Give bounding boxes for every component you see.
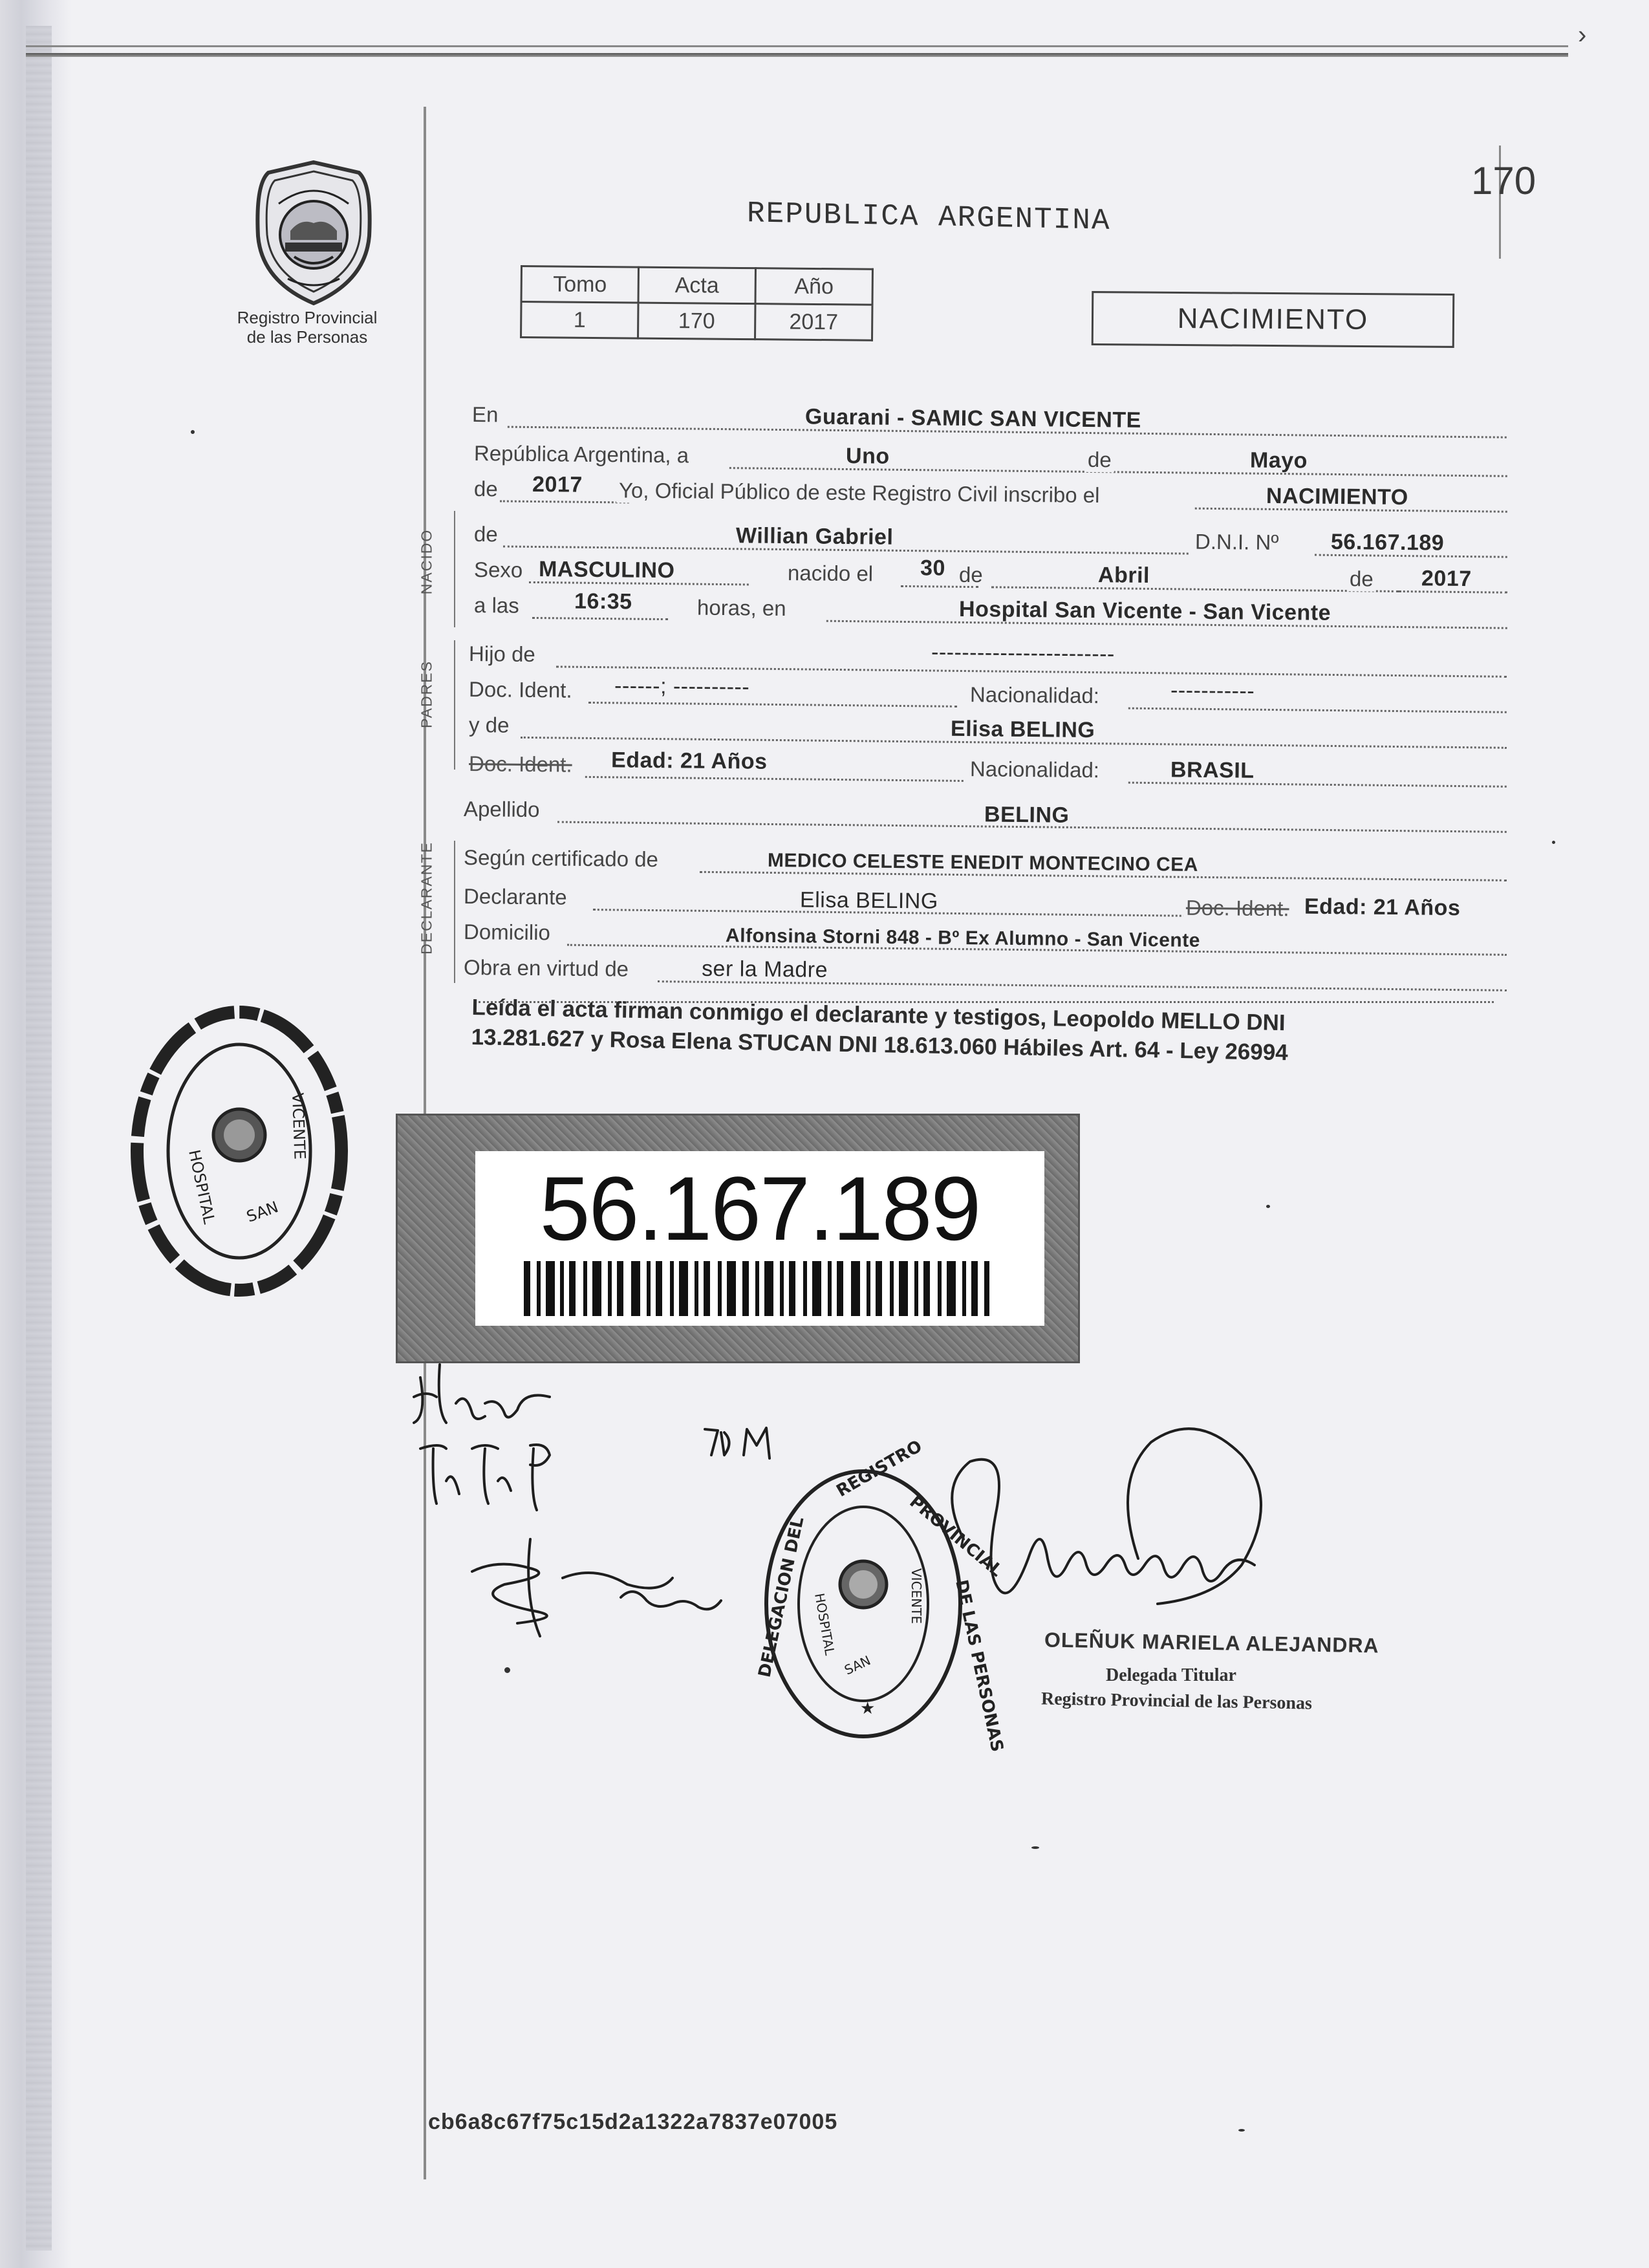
section-rule-padres xyxy=(454,640,455,770)
dni-label: D.N.I. Nº xyxy=(1194,529,1279,555)
certificate-value: MEDICO CELESTE ENEDIT MONTECINO CEA xyxy=(767,849,1199,876)
birth-time: 16:35 xyxy=(574,589,632,614)
svg-text:HOSPITAL: HOSPITAL xyxy=(185,1148,219,1226)
svg-text:REGISTRO: REGISTRO xyxy=(833,1436,926,1502)
mother-name: Elisa BELING xyxy=(950,716,1095,743)
capacity-value: ser la Madre xyxy=(701,956,828,982)
country-title: REPUBLICA ARGENTINA xyxy=(747,197,1111,238)
time-label: a las xyxy=(473,593,519,618)
born-label: nacido el xyxy=(787,561,874,586)
address-label: Domicilio xyxy=(463,920,551,945)
born-de-1: de xyxy=(958,562,983,587)
registry-caption xyxy=(194,308,420,347)
address-value: Alfonsina Storni 848 - Bº Ex Alumno - San Vicente xyxy=(725,925,1201,951)
section-declarante: DECLARANTE xyxy=(418,841,435,955)
year-label: de xyxy=(473,477,498,501)
born-de-2: de xyxy=(1347,567,1376,591)
page-top-rule xyxy=(26,53,1568,57)
closing-line-2: 13.281.627 y Rosa Elena STUCAN DNI 18.613.060 Hábiles Art. 64 - Ley 26994 xyxy=(471,1024,1289,1066)
father-nat-label: Nacionalidad: xyxy=(969,682,1100,708)
mother-doc-line xyxy=(469,750,1507,795)
scan-speck xyxy=(1238,2129,1245,2132)
reference-table xyxy=(520,265,874,341)
certificate-label: Según certificado de xyxy=(463,845,659,872)
declarant-name: Elisa BELING xyxy=(799,887,939,914)
header-ano: Año xyxy=(755,268,872,305)
caption-line-2: de las Personas xyxy=(246,327,368,347)
child-dni: 56.167.189 xyxy=(1330,529,1445,556)
mother-age: Edad: 21 Años xyxy=(610,748,768,774)
closing-line-1: Leída el acta firman conmigo el declarante y testigos, Leopoldo MELLO DNI xyxy=(471,994,1286,1036)
hours-label: horas, en xyxy=(696,595,786,621)
header-acta: Acta xyxy=(638,267,755,304)
page-number: 170 xyxy=(1471,159,1536,202)
svg-text:DE LAS PERSONAS: DE LAS PERSONAS xyxy=(951,1578,1007,1754)
section-nacido: NACIDO xyxy=(418,528,435,595)
declarant-doc-label: Doc. Ident. xyxy=(1183,896,1292,922)
official-name: OLEÑUK MARIELA ALEJANDRA xyxy=(1044,1628,1379,1658)
province-crest-icon xyxy=(249,158,378,307)
mother-nat-label: Nacionalidad: xyxy=(969,757,1100,783)
svg-text:PROVINCIAL: PROVINCIAL xyxy=(905,1492,1006,1581)
value-acta: 170 xyxy=(638,303,755,340)
svg-text:HOSPITAL: HOSPITAL xyxy=(812,1592,838,1657)
scan-speck xyxy=(1266,1205,1270,1208)
father-label: Hijo de xyxy=(468,642,535,667)
svg-text:SAN: SAN xyxy=(244,1198,281,1226)
birth-place: Hospital San Vicente - San Vicente xyxy=(958,596,1331,625)
mother-nationality: BRASIL xyxy=(1170,757,1255,783)
barcode-number: 56.167.189 xyxy=(539,1158,980,1259)
barcode-bars-icon xyxy=(524,1261,989,1316)
official-office: Registro Provincial de las Personas xyxy=(1040,1689,1313,1714)
date-label: República Argentina, a xyxy=(473,441,689,468)
closing-statement xyxy=(471,993,1480,1072)
sex-label: Sexo xyxy=(473,557,523,582)
value-tomo: 1 xyxy=(521,302,638,339)
father-doc-label: Doc. Ident. xyxy=(468,677,572,702)
month-dots xyxy=(991,561,1399,592)
svg-text:VICENTE: VICENTE xyxy=(288,1092,309,1160)
svg-text:SAN: SAN xyxy=(841,1652,873,1678)
scan-speck xyxy=(1552,841,1555,844)
place-line xyxy=(472,401,1507,446)
svg-text:DELEGACION DEL: DELEGACION DEL xyxy=(755,1515,808,1679)
place-label: En xyxy=(471,402,499,427)
mother-label: y de xyxy=(468,713,510,737)
page-top-edge xyxy=(26,45,1568,47)
caption-line-1: Registro Provincial xyxy=(237,308,378,327)
value-ano: 2017 xyxy=(755,304,872,341)
document-type: NACIMIENTO xyxy=(1092,291,1455,348)
surname-label: Apellido xyxy=(463,797,540,822)
svg-text:★: ★ xyxy=(860,1698,876,1718)
svg-text:VICENTE: VICENTE xyxy=(909,1568,924,1624)
birth-year: 2017 xyxy=(1421,566,1472,592)
birth-month: Abril xyxy=(1097,563,1150,588)
year-value: 2017 xyxy=(532,471,583,497)
capacity-label: Obra en virtud de xyxy=(463,955,629,981)
father-doc-value: ------; ---------- xyxy=(614,673,750,700)
delegation-seal-center xyxy=(750,1436,1007,1754)
father-nationality: ----------- xyxy=(1170,678,1255,704)
surname-value: BELING xyxy=(984,802,1070,828)
declarant-age: Edad: 21 Años xyxy=(1304,894,1461,921)
declarant-label: Declarante xyxy=(463,884,567,909)
date-de-label: de xyxy=(1085,448,1114,472)
section-padres: PADRES xyxy=(418,660,435,728)
father-value: ------------------------ xyxy=(931,640,1116,667)
birth-day: 30 xyxy=(920,556,946,581)
place-value: Guarani - SAMIC SAN VICENTE xyxy=(804,404,1141,433)
official-role: Delegada Titular xyxy=(1106,1665,1236,1685)
delegation-seal-left xyxy=(116,996,359,1300)
name-label: de xyxy=(473,522,498,546)
sex-value: MASCULINO xyxy=(538,557,675,583)
mother-doc-label: Doc. Ident. xyxy=(468,751,572,777)
dni-barcode-card xyxy=(396,1114,1080,1363)
scan-speck xyxy=(1031,1846,1039,1849)
header-tomo: Tomo xyxy=(521,266,638,303)
certificate-line xyxy=(464,844,1507,889)
scan-speck xyxy=(504,1667,510,1673)
section-rule-nacido xyxy=(454,511,455,627)
year-text: Yo, Oficial Público de este Registro Civil inscribo el xyxy=(616,478,1103,508)
verification-code: cb6a8c67f75c15d2a1322a7837e07005 xyxy=(428,2110,838,2134)
surname-line xyxy=(464,795,1507,840)
corner-mark: › xyxy=(1578,21,1587,49)
date-month: Mayo xyxy=(1249,448,1308,473)
section-rule-declarante xyxy=(454,841,455,983)
date-day: Uno xyxy=(845,444,890,469)
child-name: Willian Gabriel xyxy=(735,523,894,550)
scan-edge xyxy=(26,26,52,2251)
scan-speck xyxy=(191,430,195,434)
event-value: NACIMIENTO xyxy=(1266,483,1408,510)
barcode-label xyxy=(475,1151,1044,1326)
